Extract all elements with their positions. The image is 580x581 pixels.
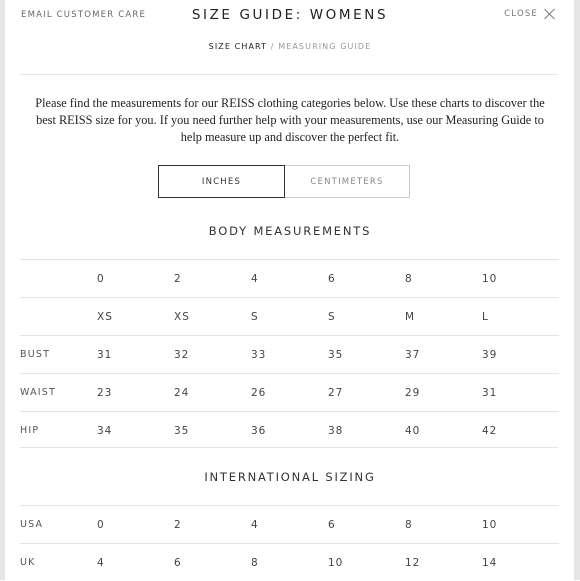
- table-row: [20, 374, 559, 412]
- table-cell: 10: [482, 260, 559, 298]
- table-cell: 42: [482, 412, 559, 450]
- row-label: [20, 298, 97, 336]
- table-cell: 40: [405, 412, 482, 450]
- table-cell: 31: [97, 336, 174, 374]
- table-row: [20, 544, 559, 581]
- table-cell: 8: [405, 506, 482, 544]
- table-cell: 35: [174, 412, 251, 450]
- international-sizing-table: [20, 505, 559, 581]
- intro-text: Please find the measurements for our REISS clothing categories below. Use these charts to discover the best REISS size for you. If you need further help with your measurements, use our Measuring Guide to help measure up and discover the perfect fit.: [28, 95, 552, 146]
- table-cell: 38: [328, 412, 405, 450]
- inches-button[interactable]: INCHES: [158, 165, 285, 198]
- unit-toggle: [158, 165, 410, 198]
- body-measurements-title: BODY MEASUREMENTS: [0, 224, 580, 238]
- table-cell: 8: [251, 544, 328, 581]
- row-label: HIP: [20, 412, 97, 450]
- table-cell: 0: [97, 260, 174, 298]
- table-cell: 31: [482, 374, 559, 412]
- right-frame: [574, 0, 580, 580]
- centimeters-button[interactable]: CENTIMETERS: [285, 165, 410, 198]
- table-cell: 6: [174, 544, 251, 581]
- table-cell: 24: [174, 374, 251, 412]
- table-cell: S: [328, 298, 405, 336]
- page-title: SIZE GUIDE: WOMENS: [0, 7, 580, 23]
- table-row: [20, 336, 559, 374]
- table-cell: 27: [328, 374, 405, 412]
- table-cell: 2: [174, 260, 251, 298]
- table-cell: 10: [482, 506, 559, 544]
- table-cell: 39: [482, 336, 559, 374]
- table-row: [20, 298, 559, 336]
- table-row: [20, 412, 559, 450]
- tab-measuring-guide[interactable]: MEASURING GUIDE: [278, 42, 371, 51]
- row-label: UK: [20, 544, 97, 581]
- body-measurements-table: [20, 259, 559, 449]
- header-divider: [20, 74, 558, 75]
- table-cell: XS: [97, 298, 174, 336]
- table-cell: 14: [482, 544, 559, 581]
- table-cell: 4: [97, 544, 174, 581]
- row-label: WAIST: [20, 374, 97, 412]
- table-cell: 23: [97, 374, 174, 412]
- table-cell: M: [405, 298, 482, 336]
- table-cell: 36: [251, 412, 328, 450]
- table-cell: 34: [97, 412, 174, 450]
- table-row: [20, 506, 559, 544]
- table-cell: 29: [405, 374, 482, 412]
- table-cell: 6: [328, 506, 405, 544]
- table-cell: 32: [174, 336, 251, 374]
- table-cell: 4: [251, 260, 328, 298]
- international-sizing-title: INTERNATIONAL SIZING: [0, 470, 580, 484]
- table-cell: 26: [251, 374, 328, 412]
- row-label: BUST: [20, 336, 97, 374]
- table-cell: 8: [405, 260, 482, 298]
- sub-navigation: [0, 42, 580, 51]
- table-cell: 10: [328, 544, 405, 581]
- close-button[interactable]: [504, 8, 556, 20]
- section-divider: [20, 447, 558, 448]
- table-cell: L: [482, 298, 559, 336]
- tab-size-chart[interactable]: SIZE CHART: [209, 42, 267, 51]
- table-cell: S: [251, 298, 328, 336]
- row-label: [20, 260, 97, 298]
- table-cell: 2: [174, 506, 251, 544]
- table-cell: 12: [405, 544, 482, 581]
- table-row: [20, 260, 559, 298]
- table-cell: XS: [174, 298, 251, 336]
- close-icon: [544, 8, 556, 20]
- table-cell: 0: [97, 506, 174, 544]
- table-cell: 37: [405, 336, 482, 374]
- table-cell: 6: [328, 260, 405, 298]
- table-cell: 4: [251, 506, 328, 544]
- subnav-separator: /: [271, 42, 275, 51]
- row-label: USA: [20, 506, 97, 544]
- email-customer-care-link[interactable]: EMAIL CUSTOMER CARE: [21, 10, 146, 20]
- left-frame: [0, 0, 5, 580]
- table-cell: 35: [328, 336, 405, 374]
- table-cell: 33: [251, 336, 328, 374]
- close-label: CLOSE: [504, 9, 538, 19]
